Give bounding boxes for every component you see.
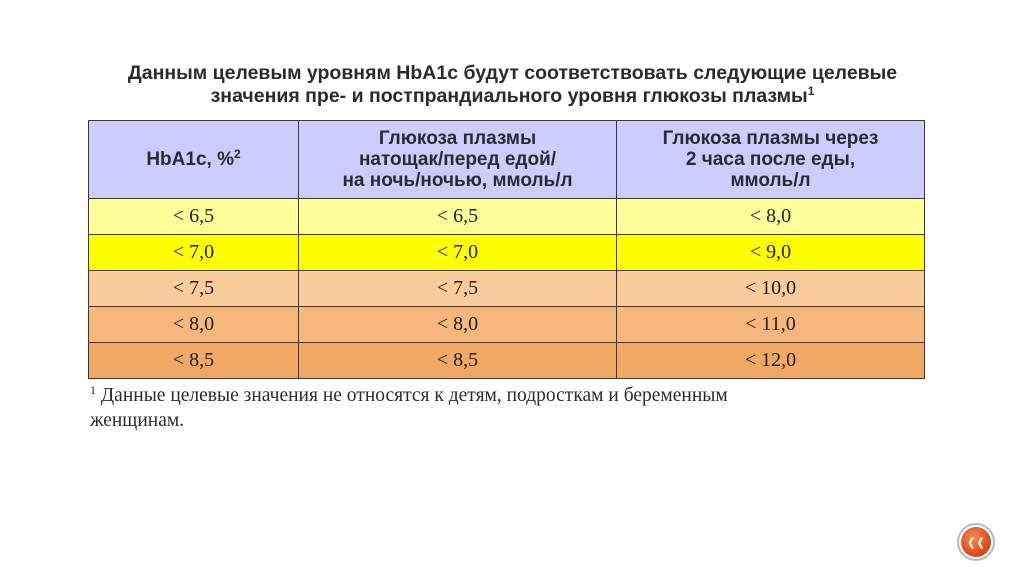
header-fasting-line-3: на ночь/ночью, ммоль/л (342, 170, 573, 191)
cell-postprandial: < 9,0 (617, 235, 925, 271)
header-postprandial-glucose (617, 121, 925, 199)
table-row (89, 307, 925, 343)
footnote-mark: 1 (90, 383, 96, 397)
footnote-line-1 (90, 383, 930, 408)
table-row (89, 343, 925, 379)
header-fasting-line-2: натощак/перед едой/ (358, 149, 557, 170)
header-postprandial-line-2: 2 часа после еды, (685, 149, 856, 170)
slide-title (60, 62, 965, 108)
slide-nav-button[interactable] (957, 523, 995, 561)
cell-hba1c: < 7,0 (89, 235, 299, 271)
cell-fasting: < 7,0 (299, 235, 617, 271)
table-row (89, 235, 925, 271)
footnote (90, 383, 930, 433)
cell-fasting: < 6,5 (299, 199, 617, 235)
slide-title-line-1: Данным целевым уровням HbA1c будут соответствовать следующие целевые (127, 62, 898, 84)
title-footnote-mark: 1 (807, 84, 815, 98)
table-row (89, 199, 925, 235)
header-fasting-line-1: Глюкоза плазмы (378, 128, 537, 149)
cell-hba1c: < 8,0 (89, 307, 299, 343)
header-postprandial-line-1: Глюкоза плазмы через (662, 128, 879, 149)
cell-postprandial: < 11,0 (617, 307, 925, 343)
table-header-row (89, 121, 925, 199)
cell-postprandial: < 12,0 (617, 343, 925, 379)
header-hba1c-footnote-mark: 2 (233, 147, 241, 161)
cell-fasting: < 8,5 (299, 343, 617, 379)
cell-fasting: < 8,0 (299, 307, 617, 343)
footnote-line-1-text: Данные целевые значения не относятся к детям, подросткам и беременным (96, 385, 728, 406)
table-row (89, 271, 925, 307)
slide-title-line-2 (60, 85, 965, 108)
cell-postprandial: < 10,0 (617, 271, 925, 307)
chevrons-icon: ❰❰ (961, 527, 991, 557)
cell-hba1c: < 6,5 (89, 199, 299, 235)
slide-title-line-2-text: значения пре- и постпрандиального уровня глюкозы плазмы (210, 85, 808, 107)
header-hba1c-label: HbA1c, % (146, 149, 234, 170)
header-fasting-glucose (299, 121, 617, 199)
cell-postprandial: < 8,0 (617, 199, 925, 235)
header-postprandial-line-3: ммоль/л (730, 170, 811, 191)
glucose-targets-table (88, 120, 925, 379)
header-hba1c (89, 121, 299, 199)
cell-fasting: < 7,5 (299, 271, 617, 307)
footnote-line-2: женщинам. (90, 410, 185, 431)
cell-hba1c: < 7,5 (89, 271, 299, 307)
cell-hba1c: < 8,5 (89, 343, 299, 379)
